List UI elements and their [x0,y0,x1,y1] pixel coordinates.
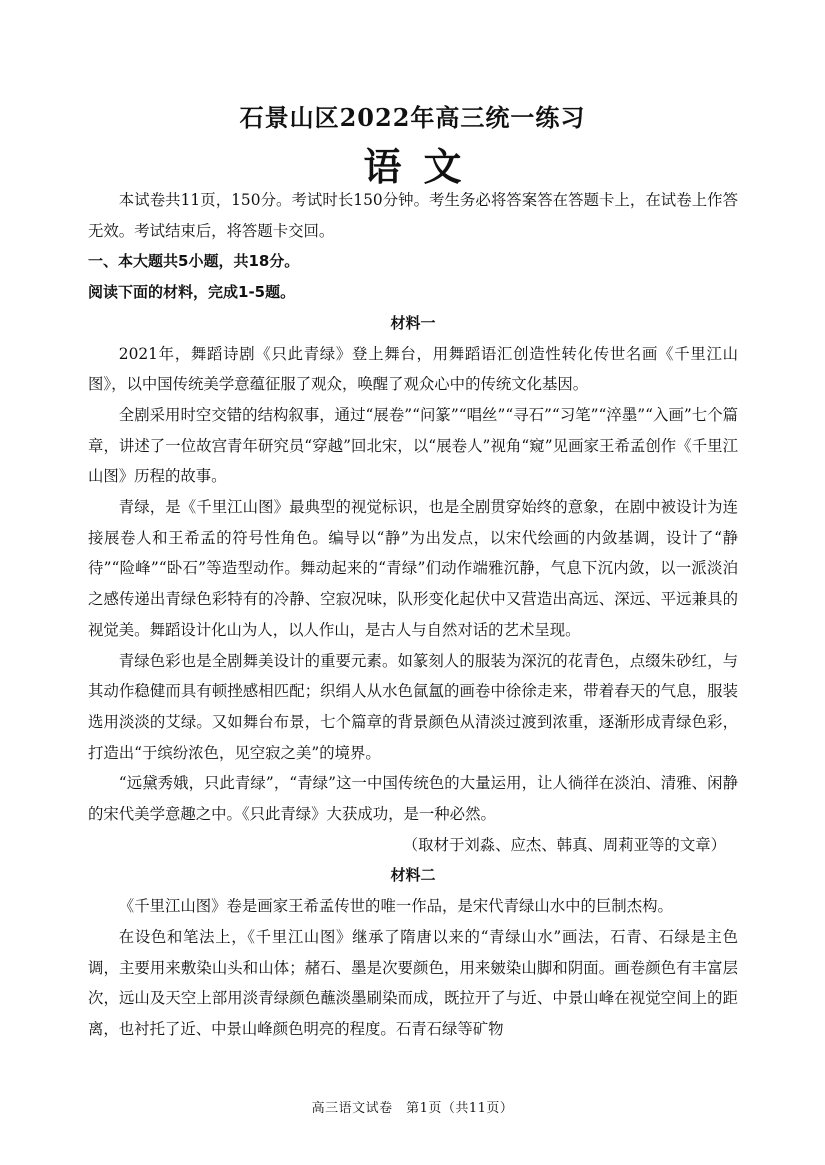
material1-paragraph-3: 青绿，是《千里江山图》最典型的视觉标识，也是全剧贯穿始终的意象，在剧中被设计为连接展卷人和王希孟的符号性角色。编导以“静”为出发点，以宋代绘画的内敛基调，设计了“静待”“险峰”“卧石”等造型动作。舞动起来的“青绿”们动作端雅沉静，气息下沉内敛，以一派淡泊之感传递出青绿色彩特有的冷静、空寂况味，队形变化起伏中又营造出高远、深远、平远兼具的视觉美。舞蹈设计化山为人，以人作山，是古人与自然对话的艺术呈现。 [88,498,738,639]
material1-source: （取材于刘淼、应杰、韩真、周莉亚等的文章） [402,835,726,854]
instructions-paragraph: 本试卷共11页，150分。考试时长150分钟。考生务必将答案答在答题卡上，在试卷上作答无效。考试结束后，将答题卡交回。 [88,191,738,240]
material2-paragraph-1: 《千里江山图》卷是画家王希孟传世的唯一作品，是宋代青绿山水中的巨制杰构。 [118,897,673,916]
section-heading: 一、本大题共5小题，共18分。 [88,252,300,271]
material1-paragraph-4: 青绿色彩也是全剧舞美设计的重要元素。如篆刻人的服装为深沉的花青色，点缀朱砂红，与其动作稳健而具有顿挫感相匹配；织绢人从水色氤氲的画卷中徐徐走来，带着春天的气息，服装选用淡淡的艾绿。又如舞台布景，七个篇章的背景颜色从清淡过渡到浓重，逐渐形成青绿色彩，打造出“于缤纷浓色，见空寂之美”的境界。 [88,651,738,762]
material1-paragraph-5: “远黛秀娥，只此青绿”，“青绿”这一中国传统色的大量运用，让人徜徉在淡泊、清雅、闲静的宋代美学意趣之中。《只此青绿》大获成功，是一种必然。 [88,774,738,824]
material2-heading: 材料二 [390,866,436,885]
page-footer: 高三语文试卷 第1页（共11页） [311,1101,514,1116]
exam-body [88,185,738,1045]
material1-paragraph-1: 2021年，舞蹈诗剧《只此青绿》登上舞台，用舞蹈语汇创造性转化传世名画《千里江山图》，以中国传统美学意蕴征服了观众，唤醒了观众心中的传统文化基因。 [88,344,738,394]
material1-paragraph-2: 全剧采用时空交错的结构叙事，通过“展卷”“问篆”“唱丝”“寻石”“习笔”“淬墨”“入画”七个篇章，讲述了一位故宫青年研究员“穿越”回北宋，以“展卷人”视角“窥”见画家王希孟创作《千里江山图》历程的故事。 [88,405,738,486]
exam-title: 石景山区2022年高三统一练习 [239,103,586,132]
material2-paragraph-2: 在设色和笔法上，《千里江山图》继承了隋唐以来的“青绿山水”画法，石青、石绿是主色调，主要用来敷染山头和山体；赭石、墨是次要颜色，用来皴染山脚和阴面。画卷颜色有丰富层次，远山及天空上部用淡青绿颜色蘸淡墨刷染而成，既拉开了与近、中景山峰在视觉空间上的距离，也衬托了近、中景山峰颜色明亮的程度。石青石绿等矿物 [88,927,738,1038]
subject-title: 语文 [363,144,484,189]
section-prompt: 阅读下面的材料，完成1-5题。 [88,283,296,302]
material1-heading: 材料一 [390,313,436,332]
